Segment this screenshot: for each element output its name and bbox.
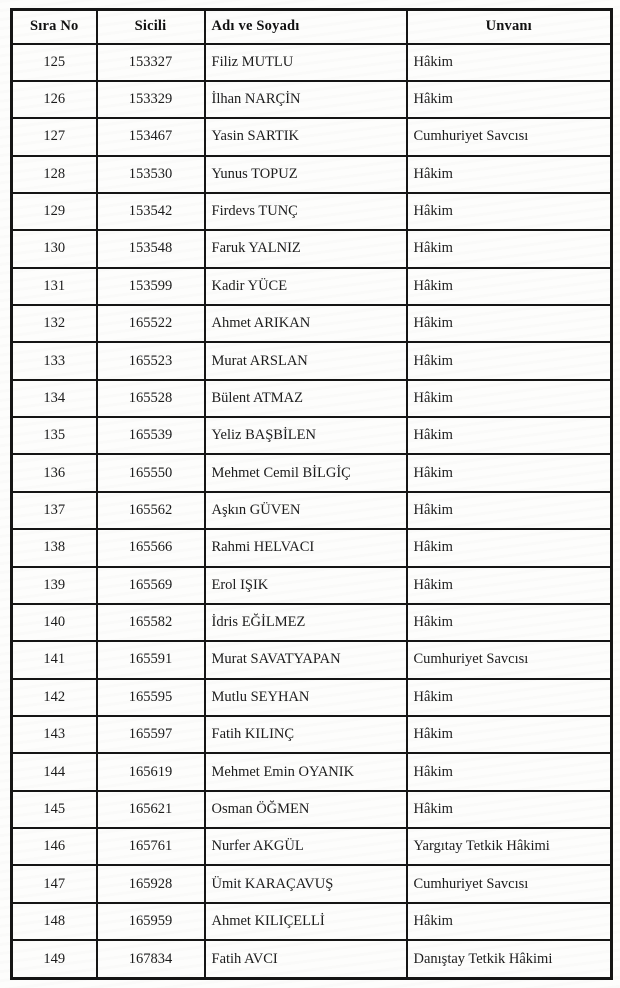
cell-adi-ve-soyadi: Faruk YALNIZ [205,230,407,267]
cell-sira-no: 140 [12,604,97,641]
table-row [12,604,612,641]
cell-sira-no: 131 [12,268,97,305]
cell-sira-no: 145 [12,791,97,828]
table-row [12,641,612,678]
cell-unvani: Hâkim [407,305,612,342]
table-row [12,454,612,491]
table-row [12,193,612,230]
table-row [12,156,612,193]
cell-sira-no: 149 [12,940,97,978]
cell-sira-no: 126 [12,81,97,118]
table-row [12,679,612,716]
cell-sira-no: 130 [12,230,97,267]
table-row [12,230,612,267]
cell-sira-no: 135 [12,417,97,454]
cell-unvani: Hâkim [407,492,612,529]
cell-sicili: 165591 [97,641,205,678]
table-header [12,10,612,44]
cell-unvani: Hâkim [407,230,612,267]
cell-sicili: 165621 [97,791,205,828]
cell-sira-no: 134 [12,380,97,417]
cell-unvani: Hâkim [407,380,612,417]
cell-unvani: Cumhuriyet Savcısı [407,118,612,155]
cell-unvani: Hâkim [407,268,612,305]
cell-unvani: Hâkim [407,156,612,193]
cell-sira-no: 125 [12,44,97,81]
table-row [12,903,612,940]
cell-adi-ve-soyadi: Mehmet Emin OYANIK [205,753,407,790]
table-row [12,417,612,454]
cell-sira-no: 147 [12,865,97,902]
cell-sicili: 165539 [97,417,205,454]
table-row [12,268,612,305]
cell-sicili: 165761 [97,828,205,865]
cell-unvani: Hâkim [407,454,612,491]
cell-sicili: 153599 [97,268,205,305]
cell-unvani: Hâkim [407,716,612,753]
cell-sira-no: 128 [12,156,97,193]
cell-sira-no: 139 [12,567,97,604]
cell-unvani: Hâkim [407,342,612,379]
cell-adi-ve-soyadi: Fatih AVCI [205,940,407,978]
cell-sicili: 165566 [97,529,205,566]
cell-sira-no: 133 [12,342,97,379]
cell-sira-no: 144 [12,753,97,790]
table-row [12,567,612,604]
cell-sicili: 165528 [97,380,205,417]
cell-sira-no: 138 [12,529,97,566]
cell-sicili: 153329 [97,81,205,118]
table-row [12,342,612,379]
column-header-sira-no: Sıra No [12,10,97,44]
cell-adi-ve-soyadi: Bülent ATMAZ [205,380,407,417]
cell-unvani: Hâkim [407,791,612,828]
cell-adi-ve-soyadi: Osman ÖĞMEN [205,791,407,828]
cell-unvani: Hâkim [407,193,612,230]
cell-adi-ve-soyadi: Murat ARSLAN [205,342,407,379]
table-row [12,791,612,828]
cell-adi-ve-soyadi: Ahmet KILIÇELLİ [205,903,407,940]
table-row [12,305,612,342]
cell-adi-ve-soyadi: Nurfer AKGÜL [205,828,407,865]
cell-adi-ve-soyadi: Murat SAVATYAPAN [205,641,407,678]
cell-sicili: 153327 [97,44,205,81]
column-header-unvani: Unvanı [407,10,612,44]
cell-sicili: 165569 [97,567,205,604]
table-row [12,529,612,566]
cell-sira-no: 143 [12,716,97,753]
cell-unvani: Hâkim [407,753,612,790]
cell-sicili: 165619 [97,753,205,790]
cell-sira-no: 146 [12,828,97,865]
cell-unvani: Hâkim [407,529,612,566]
cell-adi-ve-soyadi: Mutlu SEYHAN [205,679,407,716]
column-header-adi-ve-soyadi: Adı ve Soyadı [205,10,407,44]
table-row [12,492,612,529]
column-header-sicili: Sicili [97,10,205,44]
cell-adi-ve-soyadi: Kadir YÜCE [205,268,407,305]
cell-sira-no: 127 [12,118,97,155]
cell-sicili: 153542 [97,193,205,230]
table-row [12,865,612,902]
cell-sicili: 167834 [97,940,205,978]
cell-adi-ve-soyadi: Yeliz BAŞBİLEN [205,417,407,454]
cell-adi-ve-soyadi: Erol IŞIK [205,567,407,604]
cell-sira-no: 129 [12,193,97,230]
cell-unvani: Hâkim [407,903,612,940]
cell-unvani: Hâkim [407,679,612,716]
cell-sicili: 165959 [97,903,205,940]
table-row [12,44,612,81]
cell-sicili: 165562 [97,492,205,529]
cell-unvani: Cumhuriyet Savcısı [407,641,612,678]
cell-adi-ve-soyadi: Filiz MUTLU [205,44,407,81]
cell-sicili: 165595 [97,679,205,716]
table-row [12,753,612,790]
cell-adi-ve-soyadi: Rahmi HELVACI [205,529,407,566]
cell-adi-ve-soyadi: Aşkın GÜVEN [205,492,407,529]
cell-sira-no: 136 [12,454,97,491]
cell-sicili: 165597 [97,716,205,753]
cell-adi-ve-soyadi: Ahmet ARIKAN [205,305,407,342]
cell-adi-ve-soyadi: Mehmet Cemil BİLGİÇ [205,454,407,491]
cell-unvani: Danıştay Tetkik Hâkimi [407,940,612,978]
cell-sicili: 165550 [97,454,205,491]
cell-unvani: Hâkim [407,567,612,604]
table-row [12,81,612,118]
cell-sira-no: 141 [12,641,97,678]
table-header-row [12,10,612,44]
cell-unvani: Hâkim [407,417,612,454]
cell-adi-ve-soyadi: Ümit KARAÇAVUŞ [205,865,407,902]
cell-sira-no: 132 [12,305,97,342]
cell-sicili: 153530 [97,156,205,193]
cell-adi-ve-soyadi: Yunus TOPUZ [205,156,407,193]
table-row [12,380,612,417]
cell-sicili: 153548 [97,230,205,267]
cell-sicili: 165522 [97,305,205,342]
cell-unvani: Hâkim [407,44,612,81]
cell-unvani: Hâkim [407,604,612,641]
cell-sicili: 165523 [97,342,205,379]
cell-sira-no: 137 [12,492,97,529]
table-row [12,118,612,155]
cell-sicili: 153467 [97,118,205,155]
cell-sicili: 165928 [97,865,205,902]
cell-sicili: 165582 [97,604,205,641]
cell-sira-no: 142 [12,679,97,716]
cell-unvani: Hâkim [407,81,612,118]
cell-adi-ve-soyadi: Yasin SARTIK [205,118,407,155]
personnel-roster-table [10,8,613,980]
cell-sira-no: 148 [12,903,97,940]
cell-adi-ve-soyadi: İdris EĞİLMEZ [205,604,407,641]
cell-unvani: Cumhuriyet Savcısı [407,865,612,902]
cell-adi-ve-soyadi: Fatih KILINÇ [205,716,407,753]
table-body [12,44,612,979]
cell-unvani: Yargıtay Tetkik Hâkimi [407,828,612,865]
cell-adi-ve-soyadi: İlhan NARÇİN [205,81,407,118]
table-row [12,828,612,865]
table-row [12,940,612,978]
cell-adi-ve-soyadi: Firdevs TUNÇ [205,193,407,230]
table-row [12,716,612,753]
